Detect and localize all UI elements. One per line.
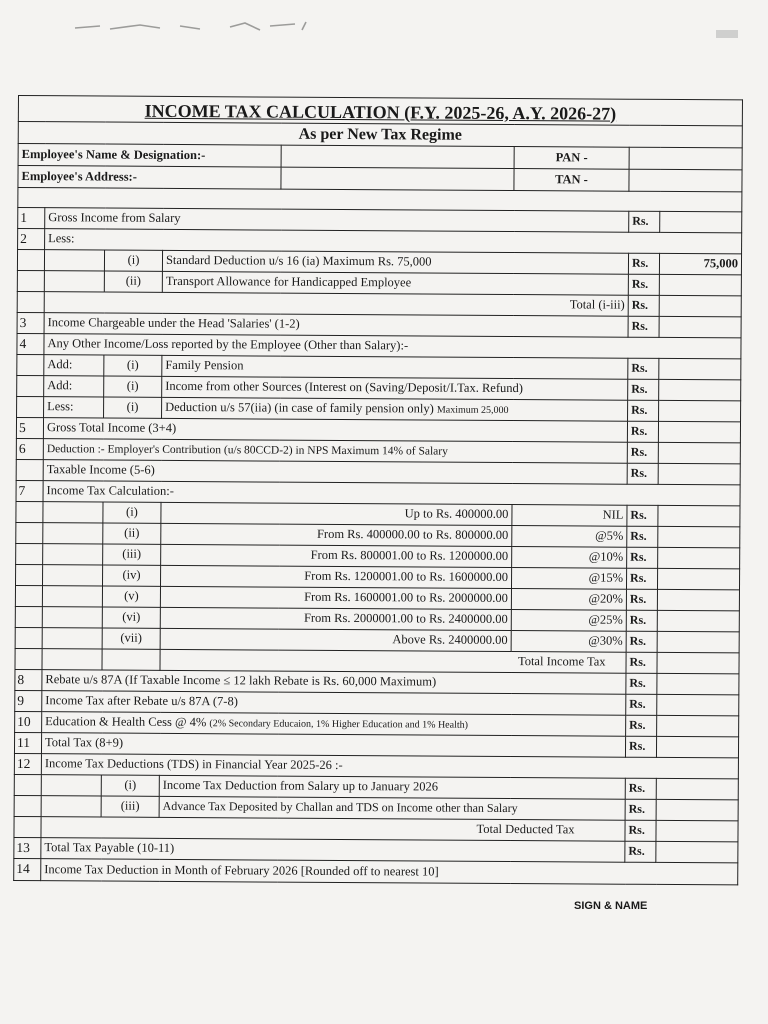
row-number: 5 bbox=[16, 417, 43, 438]
rs-label: Rs. bbox=[628, 253, 659, 274]
row-label: Transport Allowance for Handicapped Employee bbox=[162, 271, 628, 295]
tan-label: TAN - bbox=[514, 169, 629, 192]
amount-cell[interactable] bbox=[658, 526, 740, 548]
rs-label: Rs. bbox=[626, 631, 657, 652]
sub-index: (i) bbox=[104, 250, 162, 271]
blank-cell bbox=[43, 565, 103, 586]
row-label: Deduction :- Employer's Contribution (u/s 80CCD-2) in NPS Maximum 14% of Salary bbox=[43, 439, 627, 464]
tan-field[interactable] bbox=[629, 169, 742, 192]
rs-label: Rs. bbox=[625, 841, 656, 862]
rs-label: Rs. bbox=[626, 652, 657, 673]
blank-cell bbox=[14, 774, 41, 795]
row-number: 10 bbox=[15, 711, 42, 732]
amount-cell[interactable] bbox=[656, 820, 738, 842]
row-number: 3 bbox=[17, 312, 44, 333]
blank-cell bbox=[42, 649, 102, 670]
rs-label: Rs. bbox=[626, 589, 657, 610]
employee-name-field[interactable] bbox=[281, 145, 514, 168]
slab-rate: @10% bbox=[512, 547, 627, 569]
rs-label: Rs. bbox=[625, 778, 656, 799]
row-label: Advance Tax Deposited by Challan and TDS on Income other than Salary bbox=[159, 796, 625, 820]
sub-index: (iii) bbox=[101, 796, 159, 817]
row-number: 13 bbox=[14, 837, 41, 858]
rs-label: Rs. bbox=[626, 568, 657, 589]
row-number: 12 bbox=[14, 753, 41, 774]
amount-cell[interactable] bbox=[657, 694, 739, 716]
blank-cell bbox=[15, 627, 42, 648]
row-number: 8 bbox=[15, 669, 42, 690]
amount-cell[interactable] bbox=[656, 778, 738, 800]
corner-mark bbox=[716, 30, 738, 38]
slab-range: From Rs. 800001.00 to Rs. 1200000.00 bbox=[161, 544, 512, 567]
row-number: 11 bbox=[14, 732, 41, 753]
subtotal-label: Total (i-iii) bbox=[44, 292, 628, 317]
rs-label: Rs. bbox=[627, 526, 658, 547]
row-label: Income from other Sources (Interest on (Saving/Deposit/I.Tax. Refund) bbox=[162, 376, 628, 400]
rs-label: Rs. bbox=[626, 694, 657, 715]
slab-index: (i) bbox=[103, 502, 161, 523]
row-number: 9 bbox=[15, 690, 42, 711]
blank-cell bbox=[17, 270, 44, 291]
amount-cell[interactable] bbox=[657, 631, 739, 653]
row-label: Income Tax after Rebate u/s 87A (7-8) bbox=[42, 691, 626, 716]
subtotal-label: Total Deducted Tax bbox=[41, 817, 625, 842]
blank-cell bbox=[43, 502, 103, 523]
sub-index: (i) bbox=[101, 775, 159, 796]
slab-rate: @15% bbox=[511, 568, 626, 590]
sign-and-name-label: SIGN & NAME bbox=[574, 900, 648, 912]
row-number: 1 bbox=[18, 208, 45, 229]
row-number: 2 bbox=[18, 229, 45, 250]
blank-cell bbox=[43, 544, 103, 565]
slab-range: Up to Rs. 400000.00 bbox=[161, 502, 512, 525]
row-label: Gross Income from Salary bbox=[45, 208, 629, 233]
rs-label: Rs. bbox=[628, 400, 659, 421]
amount-cell[interactable] bbox=[659, 274, 741, 296]
slab-rate: @20% bbox=[511, 589, 626, 611]
blank-cell bbox=[43, 523, 103, 544]
amount-cell[interactable] bbox=[659, 400, 741, 422]
rs-label: Rs. bbox=[628, 379, 659, 400]
rs-label: Rs. bbox=[627, 505, 658, 526]
slab-range: From Rs. 1600001.00 to Rs. 2000000.00 bbox=[160, 586, 511, 609]
blank-cell bbox=[17, 396, 44, 417]
row-label: Family Pension bbox=[162, 355, 628, 379]
form-subtitle: As per New Tax Regime bbox=[18, 122, 742, 148]
row-note: Maximum 25,000 bbox=[436, 404, 509, 417]
rs-label: Rs. bbox=[625, 799, 656, 820]
slab-index: (vii) bbox=[102, 628, 160, 649]
rs-label: Rs. bbox=[627, 421, 658, 442]
slab-range: From Rs. 400000.00 to Rs. 800000.00 bbox=[161, 523, 512, 546]
blank-cell bbox=[42, 586, 102, 607]
blank-cell bbox=[17, 375, 44, 396]
blank-cell bbox=[42, 607, 102, 628]
form-title: INCOME TAX CALCULATION (F.Y. 2025-26, A.Y. 2026-27) bbox=[18, 96, 742, 126]
amount-cell[interactable] bbox=[657, 673, 739, 695]
blank-cell bbox=[15, 648, 42, 669]
slab-index: (v) bbox=[102, 586, 160, 607]
row-label bbox=[162, 397, 628, 421]
row-text: Education & Health Cess @ 4% bbox=[45, 714, 207, 730]
row-text: Deduction u/s 57(iia) (in case of family pension only) bbox=[165, 400, 434, 416]
sub-index: (i) bbox=[104, 355, 162, 376]
row-label: Income Tax Deduction in Month of February 2026 [Rounded off to nearest 10] bbox=[41, 859, 738, 885]
rs-label: Rs. bbox=[625, 736, 656, 757]
row-number: 7 bbox=[16, 480, 43, 501]
sub-index: (i) bbox=[104, 397, 162, 418]
row-number: 6 bbox=[16, 438, 43, 459]
blank-cell bbox=[16, 501, 43, 522]
slab-rate: NIL bbox=[512, 505, 627, 527]
rs-label: Rs. bbox=[628, 316, 659, 337]
blank-cell bbox=[17, 354, 44, 375]
rs-label: Rs. bbox=[627, 463, 658, 484]
row-label: Gross Total Income (3+4) bbox=[43, 418, 627, 443]
employee-address-label: Employee's Address:- bbox=[18, 166, 281, 190]
amount-cell[interactable] bbox=[659, 316, 741, 338]
blank-cell bbox=[44, 271, 104, 292]
amount-cell[interactable] bbox=[658, 442, 740, 464]
amount-cell[interactable] bbox=[657, 589, 739, 611]
slab-rate: @5% bbox=[512, 526, 627, 548]
rs-label: Rs. bbox=[625, 820, 656, 841]
pan-label: PAN - bbox=[514, 147, 629, 170]
rs-label: Rs. bbox=[628, 295, 659, 316]
slab-index: (vi) bbox=[102, 607, 160, 628]
amount-cell[interactable] bbox=[659, 379, 741, 401]
blank-cell bbox=[41, 796, 101, 817]
rs-label: Rs. bbox=[628, 358, 659, 379]
row-label: Total Tax Payable (10-11) bbox=[41, 838, 625, 863]
amount-cell[interactable] bbox=[660, 211, 742, 233]
amount-cell[interactable] bbox=[658, 547, 740, 569]
blank-cell bbox=[44, 250, 104, 271]
row-label: Income Tax Calculation:- bbox=[43, 481, 740, 506]
row-label: Rebate u/s 87A (If Taxable Income ≤ 12 lakh Rebate is Rs. 60,000 Maximum) bbox=[42, 670, 626, 695]
less-label: Less: bbox=[44, 397, 104, 418]
rs-label: Rs. bbox=[627, 547, 658, 568]
blank-cell bbox=[14, 816, 41, 837]
blank-cell bbox=[16, 564, 43, 585]
row-note: (2% Secondary Educaion, 1% Higher Education and 1% Health) bbox=[209, 718, 468, 731]
slab-rate: @30% bbox=[511, 631, 626, 653]
row-label: Income Chargeable under the Head 'Salaries' (1-2) bbox=[44, 313, 628, 338]
slab-rate: @25% bbox=[511, 610, 626, 632]
amount-cell[interactable] bbox=[659, 358, 741, 380]
blank-cell bbox=[42, 628, 102, 649]
blank-cell bbox=[14, 795, 41, 816]
blank-cell bbox=[16, 543, 43, 564]
amount-cell[interactable] bbox=[658, 505, 740, 527]
blank-cell bbox=[15, 585, 42, 606]
row-label: Income Tax Deductions (TDS) in Financial Year 2025-26 :- bbox=[41, 754, 738, 779]
sub-index: (ii) bbox=[104, 271, 162, 292]
blank-cell bbox=[17, 291, 44, 312]
blank-cell bbox=[15, 606, 42, 627]
blank-cell bbox=[16, 522, 43, 543]
amount-cell[interactable] bbox=[657, 652, 739, 674]
rs-label: Rs. bbox=[627, 442, 658, 463]
slab-range: From Rs. 1200001.00 to Rs. 1600000.00 bbox=[161, 565, 512, 588]
rs-label: Rs. bbox=[626, 610, 657, 631]
add-label: Add: bbox=[44, 376, 104, 397]
row-label: Total Tax (8+9) bbox=[41, 733, 625, 758]
handwritten-scribble bbox=[70, 14, 350, 38]
slab-index: (ii) bbox=[103, 523, 161, 544]
amount-cell[interactable] bbox=[657, 715, 739, 737]
amount-cell[interactable] bbox=[656, 736, 738, 758]
amount-cell[interactable] bbox=[656, 841, 738, 863]
slab-index: (iii) bbox=[103, 544, 161, 565]
blank-cell bbox=[16, 459, 43, 480]
rs-label: Rs. bbox=[626, 715, 657, 736]
amount-cell[interactable] bbox=[656, 799, 738, 821]
rs-label: Rs. bbox=[626, 673, 657, 694]
amount-cell[interactable] bbox=[657, 610, 739, 632]
slab-range: From Rs. 2000001.00 to Rs. 2400000.00 bbox=[160, 607, 511, 630]
employee-name-label: Employee's Name & Designation:- bbox=[18, 144, 281, 168]
employee-address-field[interactable] bbox=[281, 167, 514, 190]
subtotal-label: Total Income Tax bbox=[160, 649, 626, 673]
row-label: Taxable Income (5-6) bbox=[43, 460, 627, 485]
blank-cell bbox=[102, 649, 160, 670]
add-label: Add: bbox=[44, 355, 104, 376]
row-number: 4 bbox=[17, 333, 44, 354]
blank-cell bbox=[41, 775, 101, 796]
pan-field[interactable] bbox=[629, 147, 742, 170]
row-label: Any Other Income/Loss reported by the Employee (Other than Salary):- bbox=[44, 334, 741, 359]
sub-index: (i) bbox=[104, 376, 162, 397]
rs-label: Rs. bbox=[628, 274, 659, 295]
row-label: Income Tax Deduction from Salary up to January 2026 bbox=[159, 775, 625, 799]
blank-cell bbox=[17, 250, 44, 271]
row-label: Standard Deduction u/s 16 (ia) Maximum Rs. 75,000 bbox=[162, 250, 628, 274]
row-label: Less: bbox=[45, 229, 742, 254]
slab-index: (iv) bbox=[103, 565, 161, 586]
amount-cell[interactable] bbox=[658, 463, 740, 485]
tax-form bbox=[13, 95, 742, 885]
row-number: 14 bbox=[14, 858, 41, 880]
amount-cell[interactable] bbox=[657, 568, 739, 590]
amount-cell[interactable] bbox=[659, 295, 741, 317]
slab-range: Above Rs. 2400000.00 bbox=[160, 628, 511, 651]
amount-cell[interactable] bbox=[658, 421, 740, 443]
standard-deduction-amount[interactable]: 75,000 bbox=[659, 253, 741, 275]
rs-label: Rs. bbox=[629, 211, 660, 232]
